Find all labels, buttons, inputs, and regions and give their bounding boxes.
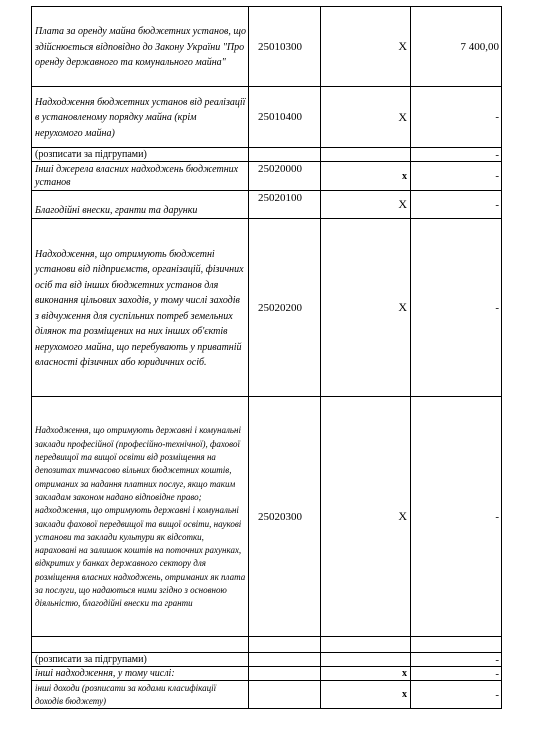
row-amount: - xyxy=(411,148,502,162)
row-code: 25020300 xyxy=(249,397,321,637)
row-mark: X xyxy=(321,87,411,148)
row-code xyxy=(249,653,321,667)
table-row xyxy=(32,397,502,637)
row-description xyxy=(32,637,249,653)
row-amount: - xyxy=(411,667,502,681)
row-amount: - xyxy=(411,87,502,148)
row-mark xyxy=(321,637,411,653)
row-amount: - xyxy=(411,219,502,397)
row-mark: X xyxy=(321,191,411,219)
table-row xyxy=(32,667,502,681)
row-description: Надходження, що отримують бюджетні установи від підприємств, організацій, фізичних осіб та від інших бюджетних установ для виконання цільових заходів, у тому числі заходів з відчуження для суспільних потреб земельних ділянок та розміщених на них інших об'єктів нерухомого майна, що перебувають у приватній власності фізичних або юридичних осіб. xyxy=(32,219,249,397)
row-code: 25010300 xyxy=(249,7,321,87)
row-amount: - xyxy=(411,653,502,667)
row-code xyxy=(249,667,321,681)
row-code: 25020200 xyxy=(249,219,321,397)
table-row xyxy=(32,148,502,162)
row-description: Надходження бюджетних установ від реалізації в установленому порядку майна (крім нерухомого майна) xyxy=(32,87,249,148)
table-row xyxy=(32,191,502,219)
table-row xyxy=(32,219,502,397)
revenue-table xyxy=(31,6,502,709)
row-code: 25020100 xyxy=(249,191,321,219)
row-mark: x xyxy=(321,667,411,681)
row-code xyxy=(249,681,321,709)
row-amount: - xyxy=(411,397,502,637)
row-mark xyxy=(321,148,411,162)
row-description: інші доходи (розписати за кодами класифікації доходів бюджету) xyxy=(32,681,249,709)
row-mark: X xyxy=(321,397,411,637)
row-amount xyxy=(411,637,502,653)
row-description: Надходження, що отримують державні і комунальні заклади професійної (професійно-технічної), фахової передвищої та вищої освіти від розміщення на депозитах тимчасово вільних бюджетних коштів, отриманих за надання платних послуг, якщо таким закладам законом надано відповідне право; надходження, що отримують державні і комунальні заклади фахової передвищої та вищої освіти, наукові установи та заклади культури як відсотки, нараховані на залишок коштів на поточних рахунках, відкритих у банках державного сектору для розміщення власних надходжень, отриманих як плата за послуги, що надаються ними згідно з основною діяльністю, благодійні внески та гранти xyxy=(32,397,249,637)
table-row xyxy=(32,87,502,148)
row-mark xyxy=(321,653,411,667)
row-code xyxy=(249,637,321,653)
table-row xyxy=(32,653,502,667)
row-amount: - xyxy=(411,681,502,709)
row-mark: x xyxy=(321,162,411,191)
row-code: 25010400 xyxy=(249,87,321,148)
row-description: (розписати за підгрупами) xyxy=(32,653,249,667)
table-row xyxy=(32,7,502,87)
row-code xyxy=(249,148,321,162)
row-description: Благодійні внески, гранти та дарунки xyxy=(32,191,249,219)
row-description: інші надходження, у тому числі: xyxy=(32,667,249,681)
row-mark: X xyxy=(321,219,411,397)
row-description: Плата за оренду майна бюджетних установ, що здійснюється відповідно до Закону України "Про оренду державного та комунального майна" xyxy=(32,7,249,87)
row-description: Інші джерела власних надходжень бюджетних установ xyxy=(32,162,249,191)
row-mark: x xyxy=(321,681,411,709)
row-amount: - xyxy=(411,191,502,219)
row-code: 25020000 xyxy=(249,162,321,191)
table-row xyxy=(32,637,502,653)
row-description: (розписати за підгрупами) xyxy=(32,148,249,162)
table-row xyxy=(32,681,502,709)
row-amount: 7 400,00 xyxy=(411,7,502,87)
row-amount: - xyxy=(411,162,502,191)
row-mark: X xyxy=(321,7,411,87)
table-row xyxy=(32,162,502,191)
